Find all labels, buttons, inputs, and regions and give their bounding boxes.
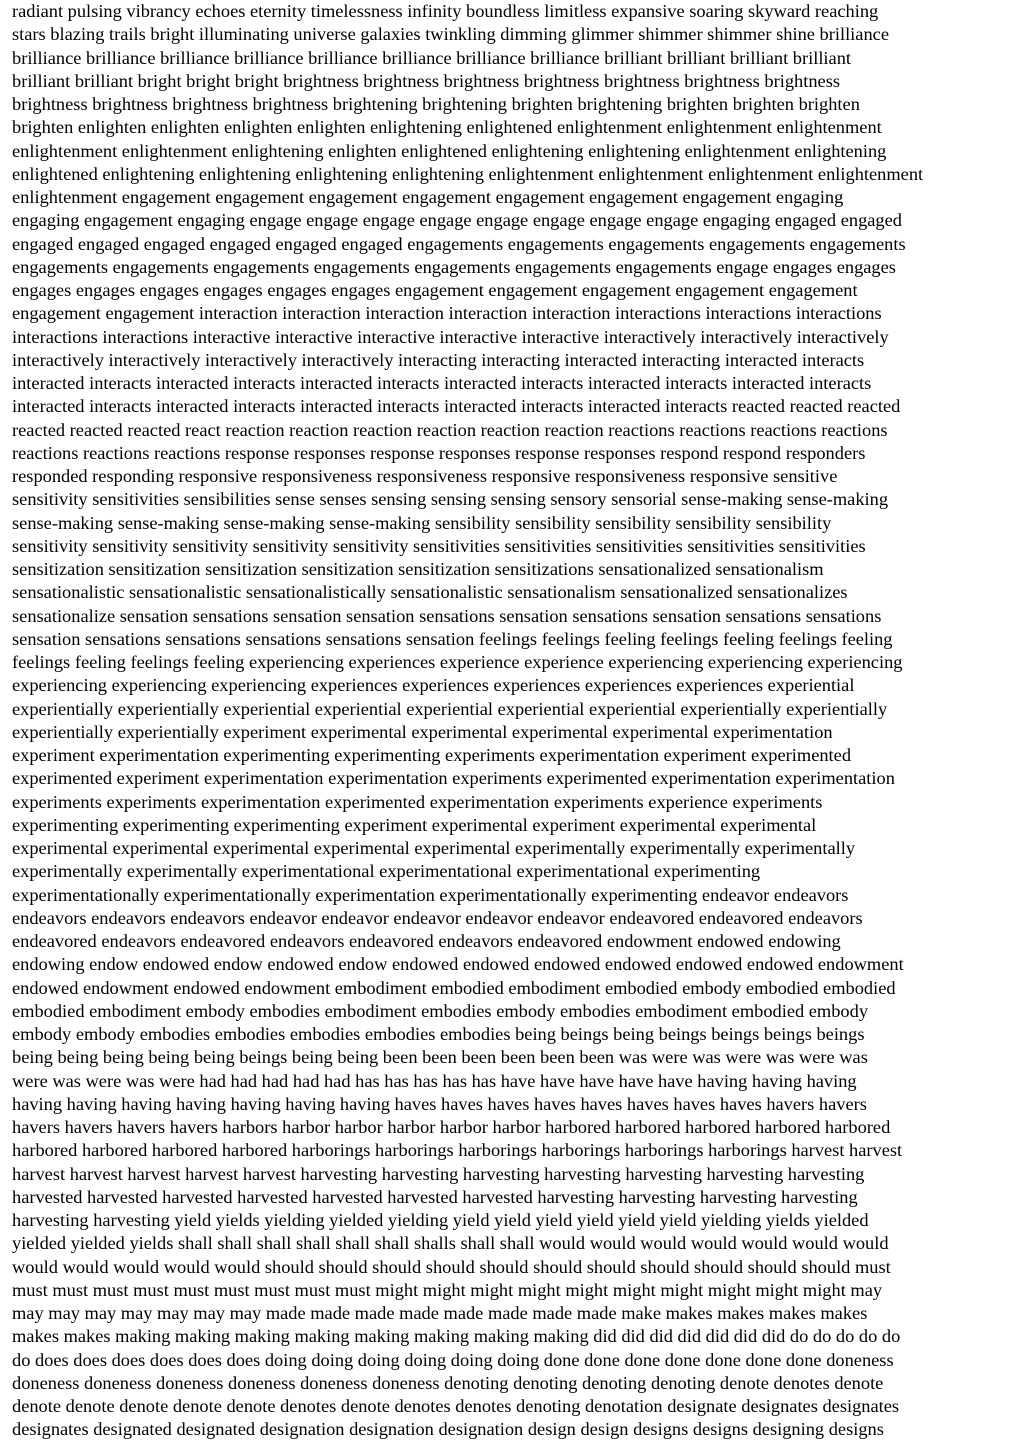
text-line: doneness doneness doneness doneness doneness doneness denoting denoting denoting denoting denote denotes denote: [12, 1372, 884, 1393]
text-line: stars blazing trails bright illuminating universe galaxies twinkling dimming glimmer shimmer shimmer shine brilliance: [12, 24, 889, 45]
text-line: sensationalize sensation sensations sensation sensation sensations sensation sensations sensation sensations sensations: [12, 605, 882, 626]
text-line: engaged engaged engaged engaged engaged engaged engagements engagements engagements engagements engagements: [12, 233, 906, 254]
text-line: experiencing experiencing experiencing experiences experiences experiences experiences experiences experiential: [12, 675, 855, 696]
text-line: endowed endowment endowed endowment embodiment embodied embodiment embodied embody embodied embodied: [12, 977, 896, 998]
text-line: harvest harvest harvest harvest harvest harvesting harvesting harvesting harvesting harvesting harvesting harvesting: [12, 1163, 865, 1184]
text-line: embody embody embodies embodies embodies embodies embodies being beings being beings beings beings beings: [12, 1024, 865, 1044]
text-line: interacted interacts interacted interacts interacted interacts interacted interacts interacted interacts reacted reacted reacted: [12, 396, 901, 417]
text-line: engagements engagements engagements engagements engagements engagements engagements engage engages engages: [12, 256, 896, 277]
text-line: experimented experiment experimentation experimentation experiments experimented experimentation experimentation: [12, 768, 895, 789]
text-line: experiment experimentation experimenting experimenting experiments experimentation experiment experimented: [12, 745, 852, 765]
text-line: enlightenment engagement engagement engagement engagement engagement engagement engagement engaging: [12, 187, 844, 207]
text-line: feelings feeling feelings feeling experiencing experiences experience experience experiencing experiencing experiencing: [12, 652, 903, 672]
text-line: experientially experientially experiment experimental experimental experimental experimental experimentation: [12, 721, 833, 742]
text-line: enlightenment enlightenment enlightening enlighten enlightened enlightening enlightening enlightenment enlightening: [12, 140, 887, 161]
text-line: havers havers havers havers harbors harbor harbor harbor harbor harbor harbored harbored harbored harbored harbored: [12, 1117, 891, 1137]
text-line: brightness brightness brightness brightness brightening brightening brighten brightening brighten brighten brighten: [12, 94, 860, 114]
text-line: yielded yielded yields shall shall shall shall shall shall shalls shall shall would would would would would would would: [12, 1233, 889, 1254]
text-line: harbored harbored harbored harbored harborings harborings harborings harborings harborings harborings harvest harvest: [12, 1140, 903, 1161]
text-line: brilliance brilliance brilliance brilliance brilliance brilliance brilliance brilliance brilliant brilliant brilliant brilliant: [12, 47, 852, 68]
text-line: engages engages engages engages engages engages engagement engagement engagement engagement engagement: [12, 280, 858, 300]
text-line: makes makes making making making making making making making making did did did did did did did do do do do do: [12, 1326, 901, 1347]
text-line: experimentally experimentally experimentational experimentational experimentational experimenting: [12, 861, 761, 882]
text-line: radiant pulsing vibrancy echoes eternity timelessness infinity boundless limitless expansive soaring skyward reaching: [12, 1, 879, 21]
text-line: having having having having having having having haves haves haves haves haves haves haves haves havers havers: [12, 1093, 867, 1114]
text-line: reactions reactions reactions response responses response responses response responses respond respond responders: [12, 442, 866, 463]
text-line: engagement engagement interaction interaction interaction interaction interaction interactions interactions interactions: [12, 303, 882, 324]
text-line: harvested harvested harvested harvested harvested harvested harvested harvesting harvesting harvesting harvesting: [12, 1186, 858, 1207]
text-line: endowing endow endowed endow endowed endow endowed endowed endowed endowed endowed endowed endowment: [12, 954, 904, 975]
text-line: sensitivity sensitivities sensibilities sense senses sensing sensing sensing sensory sensorial sense-making sense-making: [12, 489, 889, 510]
text-line: experimental experimental experimental experimental experimental experimentally experimentally experimentally: [12, 838, 856, 858]
text-line: interacted interacts interacted interacts interacted interacts interacted interacts interacted interacts interacted interacts: [12, 373, 872, 393]
text-line: responded responding responsive responsiveness responsiveness responsive responsiveness responsive sensitive: [12, 466, 838, 486]
text-line: enlightened enlightening enlightening enlightening enlightening enlightenment enlightenment enlightenment enlightenment: [12, 163, 924, 184]
text-line: would would would would would should should should should should should should should should should should must: [12, 1256, 891, 1277]
text-line: engaging engagement engaging engage engage engage engage engage engage engage engage engaging engaged engaged: [12, 210, 902, 231]
text-line: sensationalistic sensationalistic sensationalistically sensationalistic sensationalism sensationalized sensationalizes: [12, 582, 848, 603]
text-line: sensation sensations sensations sensations sensations sensation feelings feelings feeling feelings feeling feelings feeling: [12, 628, 893, 649]
text-line: interactions interactions interactive interactive interactive interactive interactive interactively interactively interactively: [12, 326, 889, 347]
text-line: denote denote denote denote denote denotes denote denotes denotes denoting denotation designate designates designates: [12, 1396, 900, 1416]
text-line: sensitivity sensitivity sensitivity sensitivity sensitivity sensitivities sensitivities sensitivities sensitivities sensitivities: [12, 535, 866, 556]
text-line: designates designated designated designation designation designation design design designs designs designing designs: [12, 1419, 884, 1440]
text-line: do does does does does does does doing doing doing doing doing doing done done done done done done done doneness: [12, 1349, 894, 1370]
text-line: interactively interactively interactively interactively interacting interacting interacted interacting interacted interacts: [12, 349, 865, 370]
text-line: experientially experientially experiential experiential experiential experiential experiential experientially experientially: [12, 698, 888, 719]
text-line: experiments experiments experimentation experimented experimentation experiments experience experiments: [12, 791, 823, 812]
text-line: must must must must must must must must must might might might might might might might might might might may: [12, 1279, 883, 1300]
text-line: reacted reacted reacted react reaction reaction reaction reaction reaction reaction reactions reactions reactions reactions: [12, 419, 888, 440]
text-line: harvesting harvesting yield yields yielding yielded yielding yield yield yield yield yield yield yielding yields yielded: [12, 1210, 869, 1230]
text-line: brighten enlighten enlighten enlighten enlighten enlightening enlightened enlightenment enlightenment enlightenment: [12, 117, 882, 138]
text-line: sense-making sense-making sense-making sense-making sensibility sensibility sensibility sensibility sensibility: [12, 512, 832, 533]
text-line: embodied embodiment embody embodies embodiment embodies embody embodies embodiment embodied embody: [12, 1000, 869, 1021]
text-line: endeavored endeavors endeavored endeavors endeavored endeavors endeavored endowment endowed endowing: [12, 931, 841, 951]
text-line: sensitization sensitization sensitization sensitization sensitization sensitizations sensationalized sensationalism: [12, 559, 824, 579]
text-line: may may may may may may may made made made made made made made made make makes makes makes makes: [12, 1303, 868, 1323]
text-line: being being being being being beings being being been been been been been been was were was were was were was: [12, 1047, 868, 1068]
text-line: experimentationally experimentationally experimentation experimentationally experimenting endeavor endeavors: [12, 884, 849, 905]
text-line: experimenting experimenting experimenting experiment experimental experiment experimental experimental: [12, 814, 817, 835]
text-line: endeavors endeavors endeavors endeavor endeavor endeavor endeavor endeavor endeavored endeavored endeavors: [12, 907, 863, 928]
text-line: brilliant brilliant bright bright bright brightness brightness brightness brightness brightness brightness brightness: [12, 70, 841, 91]
text-line: were was were was were had had had had had has has has has has have have have have have having having having: [12, 1070, 857, 1091]
